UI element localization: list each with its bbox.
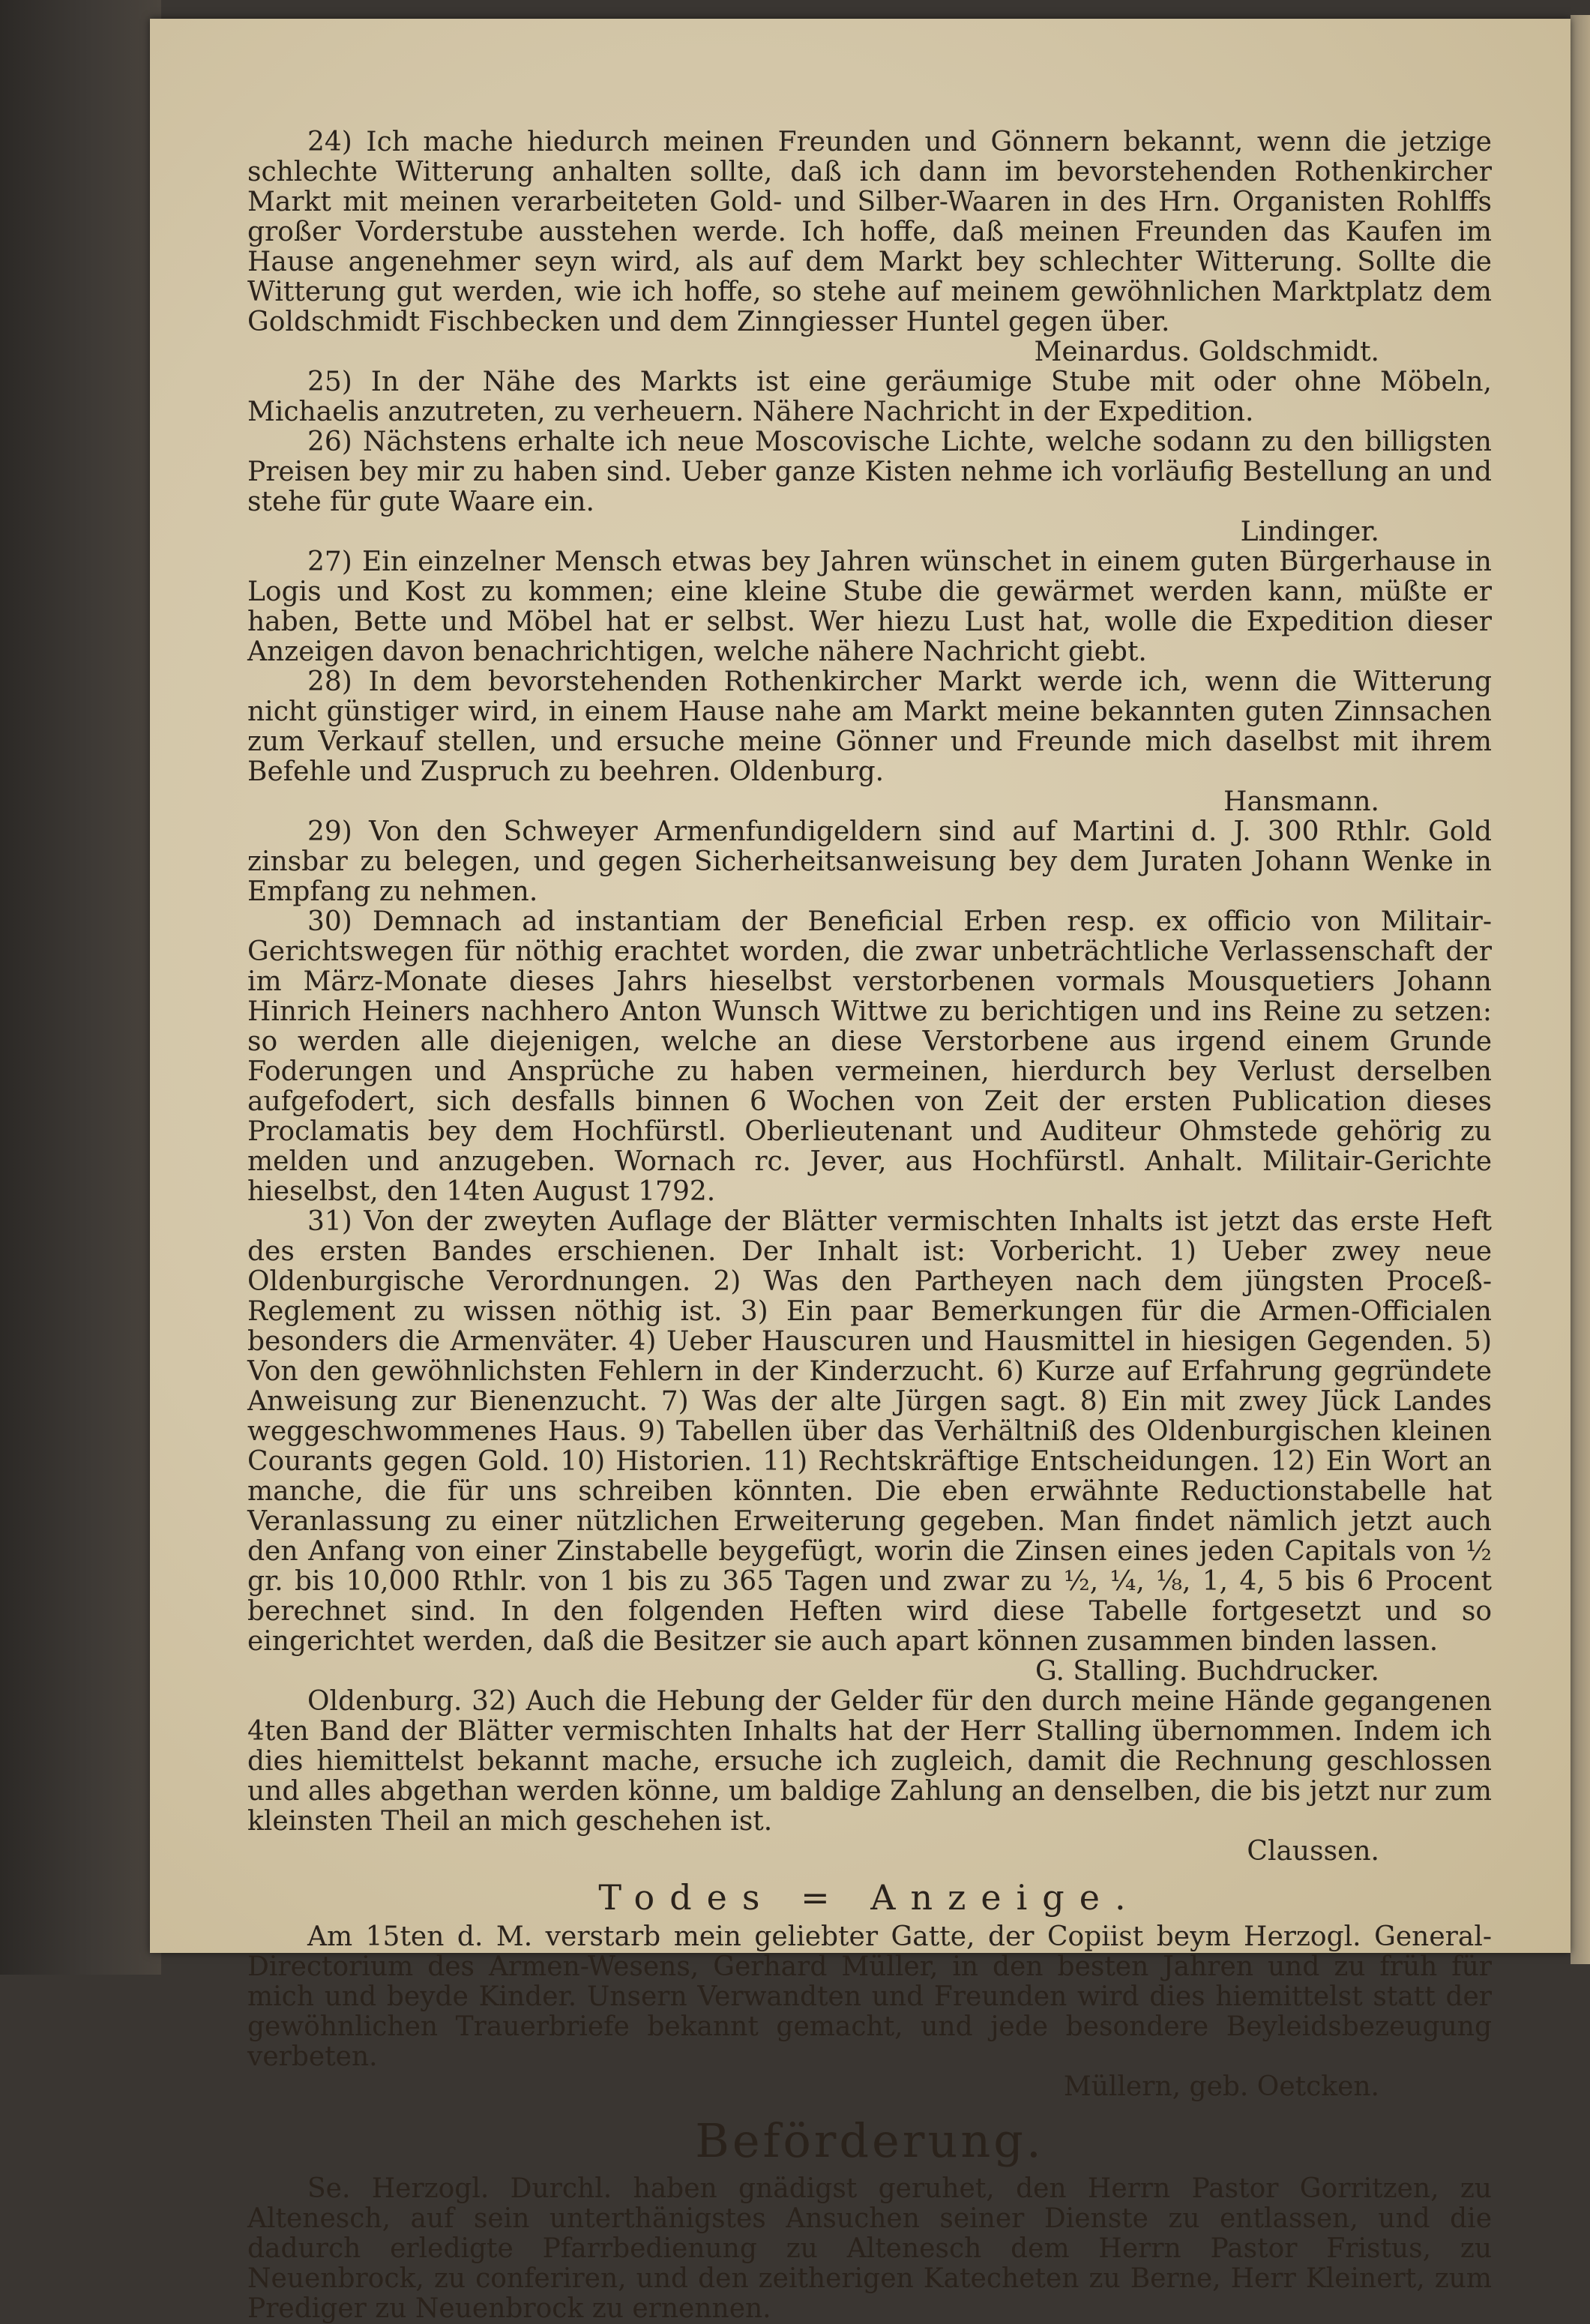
entry-26: 26) Nächstens erhalte ich neue Moscovische Lichte, welche sodann zu den billigsten Preisen bey mir zu haben sind. Ueber ganze Kisten nehme ich vorläufig Bestellung an und stehe für gute Waare ein.: [247, 427, 1492, 517]
signature-31: G. Stalling. Buchdrucker.: [1035, 1656, 1379, 1687]
todes-anzeige-text: Am 15ten d. M. verstarb mein geliebter Gatte, der Copiist beym Herzogl. General-Directorium des Armen-Wesens, Gerhard Müller, in den besten Jahren und zu früh für mich und beyde Kinder. Unsern Verwandten und Freunden wird dies hiemittelst statt der gewöhnlichen Trauerbriefe bekannt gemacht, und jede besondere Beyleidsbezeugung verbeten.: [247, 1921, 1492, 2072]
entry-31: 31) Von der zweyten Auflage der Blätter vermischten Inhalts ist jetzt das erste Heft des ersten Bandes erschienen. Der Inhalt ist: Vorbericht. 1) Ueber zwey neue Oldenburgische Verordnungen. 2) Was den Partheyen nach dem jüngsten Proceß-Reglement zu wissen nöthig ist. 3) Ein paar Bemerkungen für die Armen-Officialen besonders die Armenväter. 4) Ueber Hauscuren und Hausmittel in hiesigen Gegenden. 5) Von den gewöhnlichsten Fehlern in der Kinderzucht. 6) Kurze auf Erfahrung gegründete Anweisung zur Bienenzucht. 7) Was der alte Jürgen sagt. 8) Ein mit zwey Jück Landes weggeschwommenes Haus. 9) Tabellen über das Verhältniß des Oldenburgischen kleinen Courants gegen Gold. 10) Historien. 11) Rechtskräftige Entscheidungen. 12) Ein Wort an manche, die für uns schreiben könnten. Die eben erwähnte Reductionstabelle hat Veranlassung zu einer nützlichen Erweiterung gegeben. Man findet nämlich jetzt auch den Anfang von einer Zinstabelle beygefügt, worin die Zinsen eines jeden Capitals von ½ gr. bis 10,000 Rthlr. von 1 bis zu 365 Tagen und zwar zu ½, ¼, ⅛, 1, 4, 5 bis 6 Procent berechnet sind. In den folgenden Heften wird diese Tabelle fortgesetzt und so eingerichtet werden, daß die Besitzer sie auch apart können zusammen binden lassen.: [247, 1206, 1492, 1657]
entry-28: 28) In dem bevorstehenden Rothenkircher Markt werde ich, wenn die Witterung nicht günstiger wird, in einem Hause nahe am Markt meine bekannten guten Zinnsachen zum Verkauf stellen, und ersuche meine Gönner und Freunde mich daselbst mit ihrem Befehle und Zuspruch zu beehren. Oldenburg.: [247, 666, 1492, 787]
entry-24: 24) Ich mache hiedurch meinen Freunden und Gönnern bekannt, wenn die jetzige schlechte Witterung anhalten sollte, daß ich dann im bevorstehenden Rothenkircher Markt mit meinen verarbeiteten Gold- und Silber-Waaren in des Hrn. Organisten Rohlffs großer Vorderstube ausstehen werde. Ich hoffe, daß meinen Freunden das Kaufen im Hause angenehmer seyn wird, als auf dem Markt bey schlechter Witterung. Sollte die Witterung gut werden, wie ich hoffe, so stehe auf meinem gewöhnlichen Marktplatz dem Goldschmidt Fischbecken und dem Zinngiesser Huntel gegen über.: [247, 127, 1492, 337]
signature-26: Lindinger.: [1240, 517, 1379, 547]
signature-32: Claussen.: [1247, 1836, 1379, 1867]
page-text: [247, 127, 1492, 2324]
signature-28: Hansmann.: [1223, 786, 1379, 817]
befoerderung-heading: Beförderung.: [695, 2113, 1044, 2168]
entry-29: 29) Von den Schweyer Armenfundigeldern sind auf Martini d. J. 300 Rthlr. Gold zinsbar zu belegen, und gegen Sicherheitsanweisung bey dem Juraten Johann Wenke in Empfang zu nehmen.: [247, 816, 1492, 907]
entry-32: Oldenburg. 32) Auch die Hebung der Gelder für den durch meine Hände gegangenen 4ten Band der Blätter vermischten Inhalts hat der Herr Stalling übernommen. Indem ich dies hiemittelst bekannt mache, ersuche ich zugleich, damit die Rechnung geschlossen und alles abgethan werden könne, um baldige Zahlung an denselben, die bis jetzt nur zum kleinsten Theil an mich geschehen ist.: [247, 1686, 1492, 1837]
scan-left-background: [0, 0, 161, 1975]
entry-25: 25) In der Nähe des Markts ist eine geräumige Stube mit oder ohne Möbeln, Michaelis anzutreten, zu verheuern. Nähere Nachricht in der Expedition.: [247, 367, 1492, 427]
entry-27: 27) Ein einzelner Mensch etwas bey Jahren wünschet in einem guten Bürgerhause in Logis und Kost zu kommen; eine kleine Stube die gewärmet werden kann, müßte er haben, Bette und Möbel hat er selbst. Wer hiezu Lust hat, wolle die Expedition dieser Anzeigen davon benachrichtigen, welche nähere Nachricht giebt.: [247, 547, 1492, 667]
todes-anzeige-heading: Todes = Anzeige.: [598, 1877, 1141, 1918]
todes-anzeige-signature: Müllern, geb. Oetcken.: [1063, 2071, 1379, 2102]
next-page-edge: [1571, 15, 1590, 1964]
entry-30: 30) Demnach ad instantiam der Beneficial Erben resp. ex officio von Militair-Gerichtswegen für nöthig erachtet worden, die zwar unbeträchtliche Verlassenschaft der im März-Monate dieses Jahrs hieselbst verstorbenen vormals Mousquetiers Johann Hinrich Heiners nachhero Anton Wunsch Wittwe zu berichtigen und ins Reine zu setzen: so werden alle diejenigen, welche an diese Verstorbene aus irgend einem Grunde Foderungen und Ansprüche zu haben vermeinen, hierdurch bey Verlust derselben aufgefodert, sich desfalls binnen 6 Wochen von Zeit der ersten Publication dieses Proclamatis bey dem Hochfürstl. Oberlieutenant und Auditeur Ohmstede gehörig zu melden und anzugeben. Wornach rc. Jever, aus Hochfürstl. Anhalt. Militair-Gerichte hieselbst, den 14ten August 1792.: [247, 906, 1492, 1207]
signature-24: Meinardus. Goldschmidt.: [1034, 337, 1379, 367]
befoerderung-text: Se. Herzogl. Durchl. haben gnädigst geruhet, den Herrn Pastor Gorritzen, zu Altenesch, auf sein unterthänigstes Ansuchen seiner Dienste zu entlassen, und die dadurch erledigte Pfarrbedienung zu Altenesch dem Herrn Pastor Fristus, zu Neuenbrock, zu conferiren, und den zeitherigen Katecheten zu Berne, Herr Kleinert, zum Prediger zu Neuenbrock zu ernennen.: [247, 2173, 1492, 2324]
